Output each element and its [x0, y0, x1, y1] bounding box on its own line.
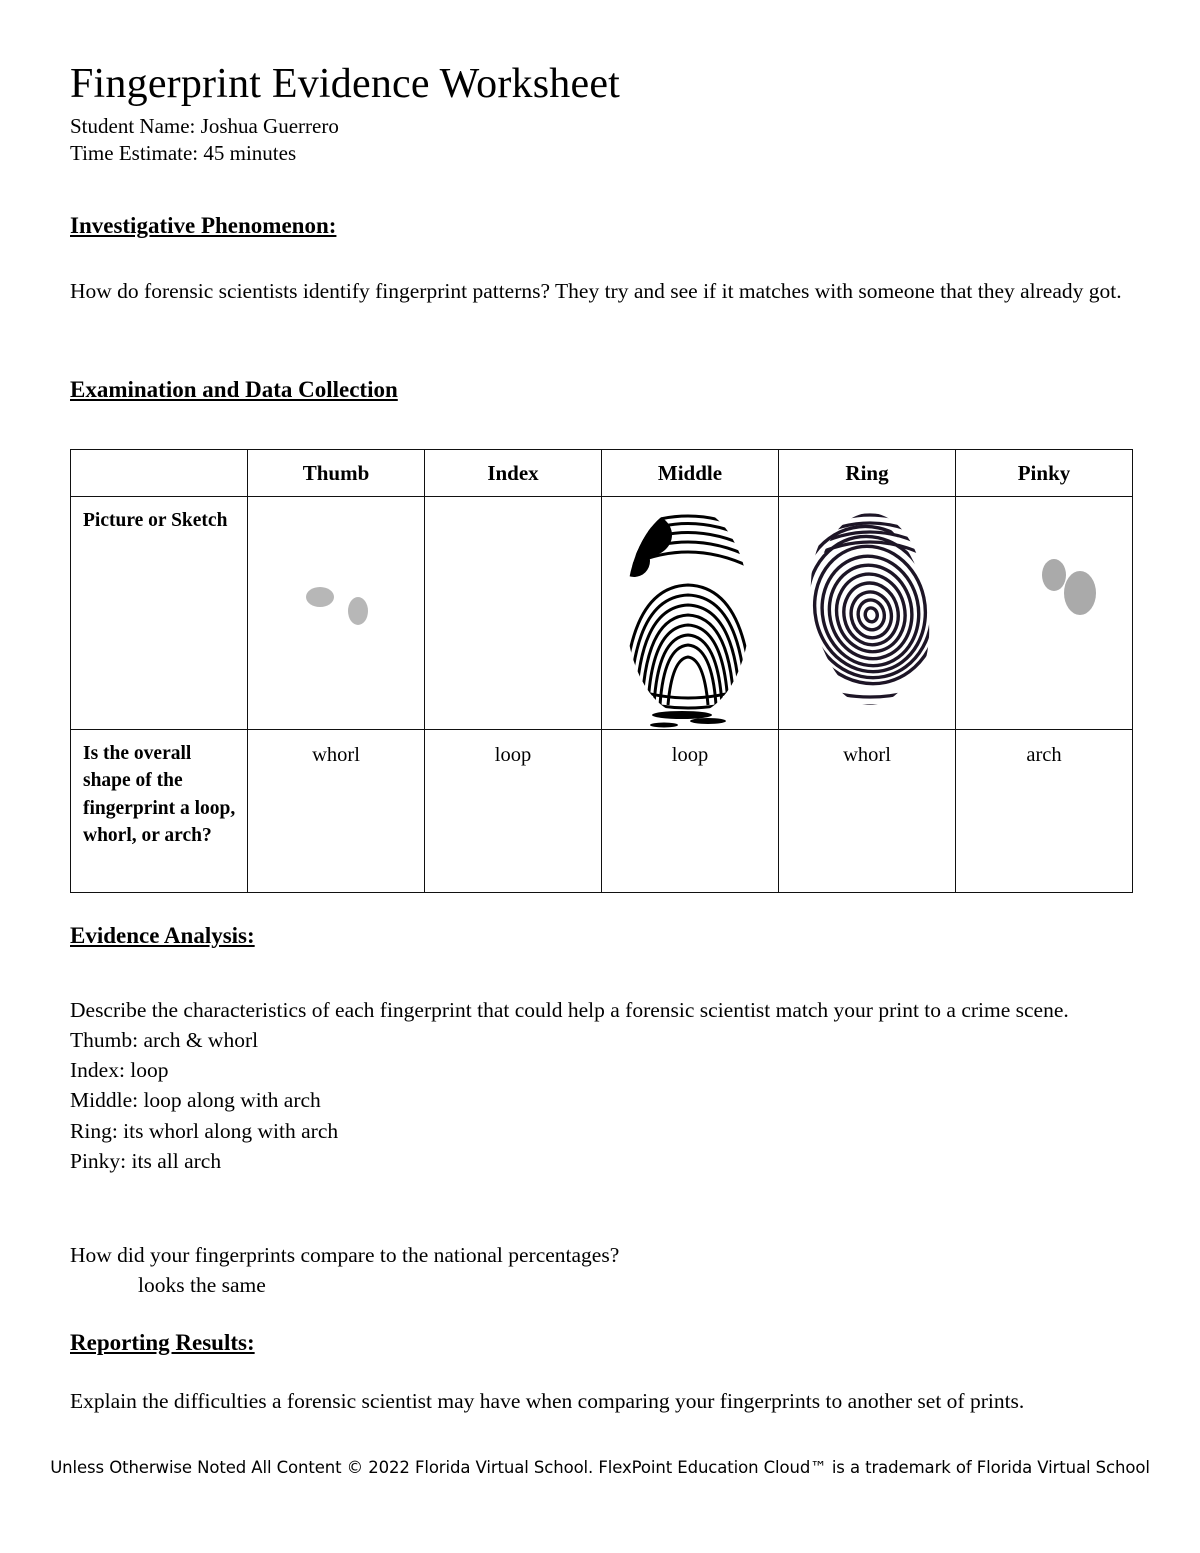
analysis-answer-ring[interactable]: Ring: its whorl along with arch	[70, 1118, 339, 1143]
comparison-question: How did your fingerprints compare to the national percentages?	[70, 1242, 620, 1267]
fingerprint-whorl-image	[779, 497, 955, 729]
answer-cell-pinky[interactable]: arch	[956, 730, 1133, 893]
examination-heading: Examination and Data Collection	[70, 377, 398, 403]
evidence-analysis-prompt: Describe the characteristics of each fingerprint that could help a forensic scientist match your print to a crime scene.	[70, 998, 1069, 1023]
print-cell-ring	[779, 497, 956, 730]
answer-cell-middle[interactable]: loop	[602, 730, 779, 893]
reporting-results-section	[70, 1330, 1132, 1416]
examination-section	[70, 377, 1132, 893]
page-title: Fingerprint Evidence Worksheet	[70, 61, 621, 107]
investigative-phenomenon-prompt: How do forensic scientists identify fingerprint patterns? They try and see if it matches with someone that they already got.	[70, 279, 1122, 304]
fingerprint-loop-image	[425, 497, 601, 729]
table-row	[71, 730, 1133, 893]
comparison-answer[interactable]: looks the same	[138, 1272, 266, 1297]
investigative-phenomenon-section	[70, 213, 1132, 313]
analysis-answer-middle[interactable]: Middle: loop along with arch	[70, 1088, 321, 1113]
answer-cell-ring[interactable]: whorl	[779, 730, 956, 893]
table-header-row	[71, 450, 1133, 497]
table-corner-header	[71, 450, 248, 497]
print-cell-index	[425, 497, 602, 730]
row-label-overall-shape-question: Is the overall shape of the fingerprint a loop, whorl, or arch?	[71, 730, 248, 893]
column-header-index: Index	[425, 450, 602, 497]
column-header-ring: Ring	[779, 450, 956, 497]
reporting-results-heading: Reporting Results:	[70, 1329, 255, 1355]
column-header-pinky: Pinky	[956, 450, 1133, 497]
fingerprint-loop-image	[602, 497, 778, 729]
footer-copyright: Unless Otherwise Noted All Content © 2022 Florida Virtual School. FlexPoint Education Cloud™ is a trademark of Florida Virtual School	[50, 1458, 1150, 1477]
fingerprint-whorl-image	[248, 497, 424, 729]
print-cell-pinky	[956, 497, 1133, 730]
print-cell-thumb	[248, 497, 425, 730]
document-content	[70, 62, 1132, 1416]
fingerprint-data-table	[70, 449, 1133, 893]
print-cell-middle	[602, 497, 779, 730]
answer-cell-thumb[interactable]: whorl	[248, 730, 425, 893]
column-header-thumb: Thumb	[248, 450, 425, 497]
table-row	[71, 497, 1133, 730]
reporting-results-prompt: Explain the difficulties a forensic scientist may have when comparing your fingerprints to another set of prints.	[70, 1388, 1025, 1413]
answer-cell-index[interactable]: loop	[425, 730, 602, 893]
row-label-picture-or-sketch: Picture or Sketch	[71, 497, 248, 730]
fingerprint-arch-image	[956, 497, 1132, 729]
column-header-middle: Middle	[602, 450, 779, 497]
time-estimate-line: Time Estimate: 45 minutes	[70, 140, 297, 165]
investigative-phenomenon-heading: Investigative Phenomenon:	[70, 213, 337, 239]
evidence-analysis-section	[70, 923, 1132, 1300]
analysis-answer-thumb[interactable]: Thumb: arch & whorl	[70, 1028, 259, 1053]
evidence-analysis-heading: Evidence Analysis:	[70, 923, 255, 949]
analysis-answer-pinky[interactable]: Pinky: its all arch	[70, 1148, 222, 1173]
analysis-answer-index[interactable]: Index: loop	[70, 1058, 169, 1083]
student-name-line: Student Name: Joshua Guerrero	[70, 113, 339, 138]
